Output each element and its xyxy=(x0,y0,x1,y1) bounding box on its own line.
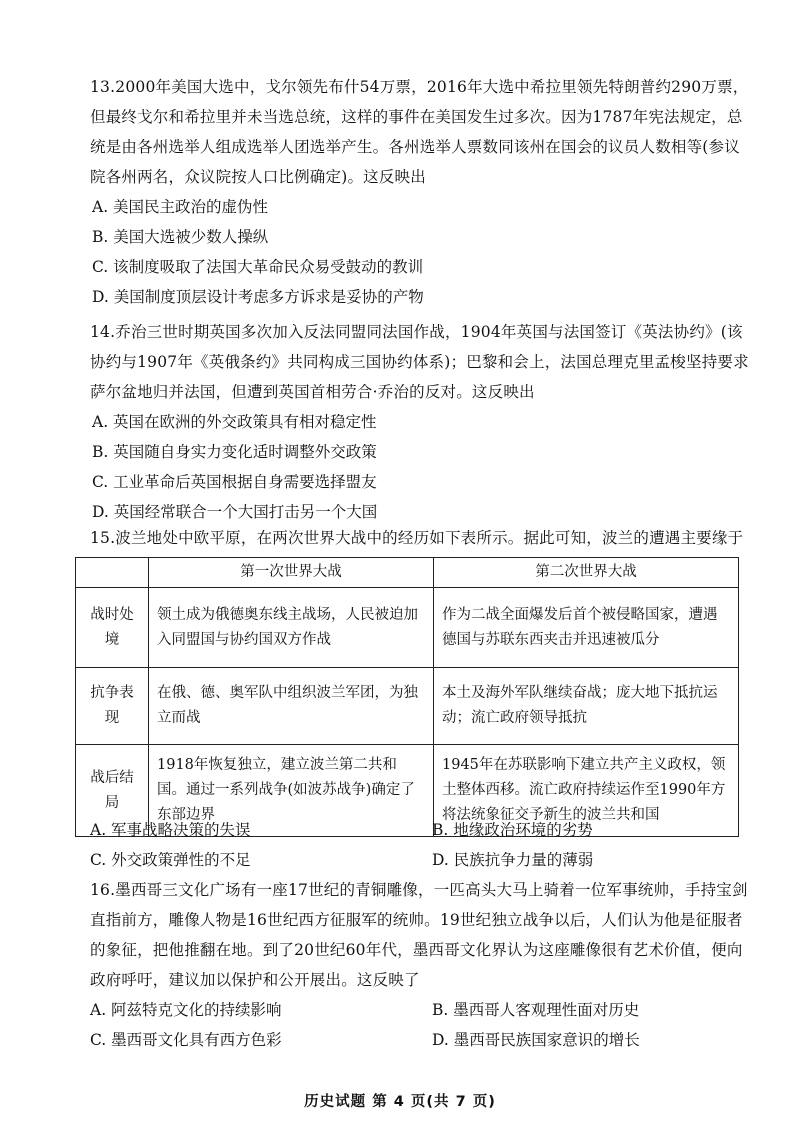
option-a: A. 英国在欧洲的外交政策具有相对稳定性 xyxy=(92,413,377,431)
question-15-options xyxy=(90,815,750,875)
question-number: 15. xyxy=(90,529,116,547)
poland-ww-table xyxy=(75,557,739,837)
question-16 xyxy=(90,875,750,1055)
question-text: 波兰地处中欧平原，在两次世界大战中的经历如下表所示。据此可知，波兰的遭遇主要缘于 xyxy=(115,529,744,547)
page-footer: 历史试题 第 4 页(共 7 页) xyxy=(304,1094,496,1110)
table-header-row xyxy=(76,558,739,588)
cell-ww1: 1918年恢复独立，建立波兰第二共和国。通过一系列战争(如波苏战争)确定了东部边界 xyxy=(149,745,434,837)
table-corner-cell xyxy=(76,558,149,588)
cell-ww1: 在俄、德、奥军队中组织波兰军团，为独立而战 xyxy=(149,668,434,745)
question-13 xyxy=(90,72,750,312)
table-row xyxy=(76,588,739,668)
option-b: B. 美国大选被少数人操纵 xyxy=(92,228,269,246)
question-15 xyxy=(90,523,750,553)
cell-ww2: 本土及海外军队继续奋战；庞大地下抵抗运动；流亡政府领导抵抗 xyxy=(434,668,739,745)
question-13-stem xyxy=(90,72,750,192)
cell-ww1: 领土成为俄德奥东线主战场，人民被迫加入同盟国与协约国双方作战 xyxy=(149,588,434,668)
question-14 xyxy=(90,317,750,527)
question-14-stem xyxy=(90,317,750,407)
question-text: 乔治三世时期英国多次加入反法同盟同法国作战，1904年英国与法国签订《英法协约》(该协约与1907年《英俄条约》共同构成三国协约体系)；巴黎和会上，法国总理克里孟梭坚持要求萨尔盆地归并法国，但遭到英国首相劳合·乔治的反对。这反映出 xyxy=(90,323,749,401)
header-ww1: 第一次世界大战 xyxy=(149,558,434,588)
option-d: D. 墨西哥民族国家意识的增长 xyxy=(432,1031,640,1049)
row-label: 抗争表现 xyxy=(76,668,149,745)
row-label: 战后结局 xyxy=(76,745,149,837)
option-b: B. 英国随自身实力变化适时调整外交政策 xyxy=(92,443,377,461)
option-a: A. 阿兹特克文化的持续影响 xyxy=(90,1001,282,1019)
option-d: D. 英国经常联合一个大国打击另一个大国 xyxy=(92,503,378,521)
question-16-stem xyxy=(90,875,750,995)
option-d: D. 民族抗争力量的薄弱 xyxy=(432,851,594,869)
question-text: 墨西哥三文化广场有一座17世纪的青铜雕像，一匹高头大马上骑着一位军事统帅，手持宝剑直指前方，雕像人物是16世纪西方征服军的统帅。19世纪独立战争以后，人们认为他是征服者的象征，把他推翻在地。到了20世纪60年代，墨西哥文化界认为这座雕像很有艺术价值，便向政府呼吁，建议加以保护和公开展出。这反映了 xyxy=(90,881,748,989)
row-label: 战时处境 xyxy=(76,588,149,668)
question-text: 2000年美国大选中，戈尔领先布什54万票，2016年大选中希拉里领先特朗普约290万票，但最终戈尔和希拉里并未当选总统，这样的事件在美国发生过多次。因为1787年宪法规定，总统是由各州选举人组成选举人团选举产生。各州选举人票数同该州在国会的议员人数相等(参议院各州两名，众议院按人口比例确定)。这反映出 xyxy=(90,78,749,186)
option-c: C. 工业革命后英国根据自身需要选择盟友 xyxy=(92,473,377,491)
header-ww2: 第二次世界大战 xyxy=(434,558,739,588)
option-a: A. 军事战略决策的失误 xyxy=(90,821,251,839)
option-b: B. 地缘政治环境的劣势 xyxy=(432,821,593,839)
question-number: 13. xyxy=(90,78,116,96)
option-d: D. 美国制度顶层设计考虑多方诉求是妥协的产物 xyxy=(92,288,424,306)
cell-ww2: 1945年在苏联影响下建立共产主义政权，领土整体西移。流亡政府持续运作至1990年方将法统象征交予新生的波兰共和国 xyxy=(434,745,739,837)
cell-ww2: 作为二战全面爆发后首个被侵略国家，遭遇德国与苏联东西夹击并迅速被瓜分 xyxy=(434,588,739,668)
question-number: 14. xyxy=(90,323,116,341)
option-c: C. 墨西哥文化具有西方色彩 xyxy=(90,1031,282,1049)
table-row xyxy=(76,668,739,745)
question-16-options xyxy=(90,995,750,1055)
option-c: C. 外交政策弹性的不足 xyxy=(90,851,251,869)
option-b: B. 墨西哥人客观理性面对历史 xyxy=(432,1001,640,1019)
question-number: 16. xyxy=(90,881,116,899)
question-15-stem xyxy=(90,523,750,553)
option-a: A. 美国民主政治的虚伪性 xyxy=(92,198,269,216)
option-c: C. 该制度吸取了法国大革命民众易受鼓动的教训 xyxy=(92,258,424,276)
